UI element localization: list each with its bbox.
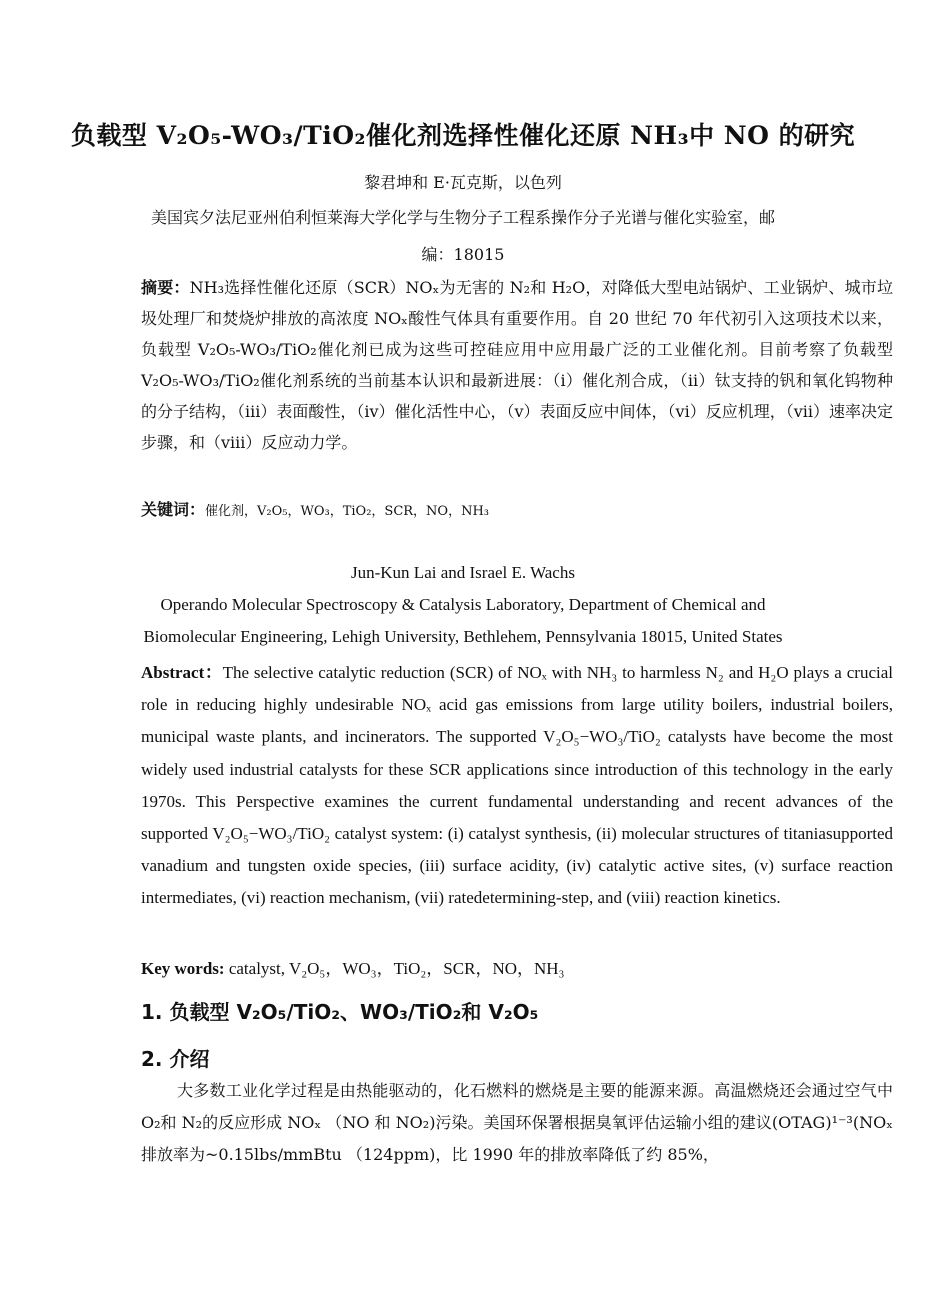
abstract-en-label: Abstract：: [141, 663, 223, 682]
intro-paragraph: 大多数工业化学过程是由热能驱动的，化石燃料的燃烧是主要的能源来源。高温燃烧还会通过空气中 O₂和 N₂的反应形成 NOₓ （NO 和 NO₂)污染。美国环保署根据臭氧评估运输小组的建议(OTAG)¹⁻³(NOₓ排放率为~0.15lbs/mmBtu （124ppm)，比 1990 年的排放率降低了约 85%，: [141, 1081, 893, 1164]
keywords-en-text: catalyst, V₂O₅，WO₃，TiO₂，SCR，NO，NH₃: [224, 959, 565, 978]
affiliation-en-line-2: Biomolecular Engineering, Lehigh University, Bethlehem, Pennsylvania 18015, United States: [143, 627, 783, 646]
keywords-zh-text: 催化剂，V₂O₅，WO₃，TiO₂，SCR，NO，NH₃: [205, 504, 490, 519]
keywords-en-label: Key words:: [141, 959, 225, 978]
authors-en: Jun-Kun Lai and Israel E. Wachs: [351, 563, 575, 582]
abstract-zh: [141, 272, 893, 458]
section-heading-1: 1. 负载型 V₂O₅/TiO₂、WO₃/TiO₂和 V₂O₅: [141, 1000, 539, 1024]
keywords-zh-label: 关键词：: [141, 500, 206, 519]
paper-title: 负载型 V₂O₅-WO₃/TiO₂催化剂选择性催化还原 NH₃中 NO 的研究: [70, 121, 856, 150]
abstract-en: [141, 657, 893, 915]
affiliation-zh-line-2: 编：18015: [421, 245, 505, 264]
affiliation-en-line-1: Operando Molecular Spectroscopy & Catalysis Laboratory, Department of Chemical and: [160, 595, 766, 614]
abstract-zh-label: 摘要：: [141, 278, 190, 297]
section-heading-2: 2. 介绍: [141, 1047, 210, 1071]
abstract-en-text: The selective catalytic reduction (SCR) of NOₓ with NH₃ to harmless N₂ and H₂O plays a crucial role in reducing highly undesirable NOₓ acid gas emissions from large utility boilers, industrial boilers, municipal waste plants, and incinerators. The supported V₂O₅−WO₃/TiO₂ catalysts have become the most widely used industrial catalysts for these SCR applications since introduction of this technology in the early 1970s. This Perspective examines the current fundamental understanding and recent advances of the supported V₂O₅−WO₃/TiO₂ catalyst system: (i) catalyst synthesis, (ii) molecular structures of titaniasupported vanadium and tungsten oxide species, (iii) surface acidity, (iv) catalytic active sites, (v) surface reaction intermediates, (vi) reaction mechanism, (vii) ratedetermining-step, and (viii) reaction kinetics.: [141, 663, 893, 908]
keywords-en: [141, 954, 564, 979]
keywords-zh: [141, 497, 489, 520]
abstract-zh-text: NH₃选择性催化还原（SCR）NOₓ为无害的 N₂和 H₂O，对降低大型电站锅炉、工业锅炉、城市垃圾处理厂和焚烧炉排放的高浓度 NOₓ酸性气体具有重要作用。自 20 世纪 70 年代初引入这项技术以来，负载型 V₂O₅-WO₃/TiO₂催化剂已成为这些可控硅应用中应用最广泛的工业催化剂。目前考察了负载型 V₂O₅-WO₃/TiO₂催化剂系统的当前基本认识和最新进展：（i）催化剂合成，（ii）钛支持的钒和氧化钨物种的分子结构，（iii）表面酸性，（iv）催化活性中心，（v）表面反应中间体，（vi）反应机理，（vii）速率决定步骤，和（viii）反应动力学。: [141, 278, 893, 452]
authors-zh: 黎君坤和 E·瓦克斯，以色列: [364, 173, 562, 192]
affiliation-zh-line-1: 美国宾夕法尼亚州伯利恒莱海大学化学与生物分子工程系操作分子光谱与催化实验室，邮: [150, 208, 775, 227]
